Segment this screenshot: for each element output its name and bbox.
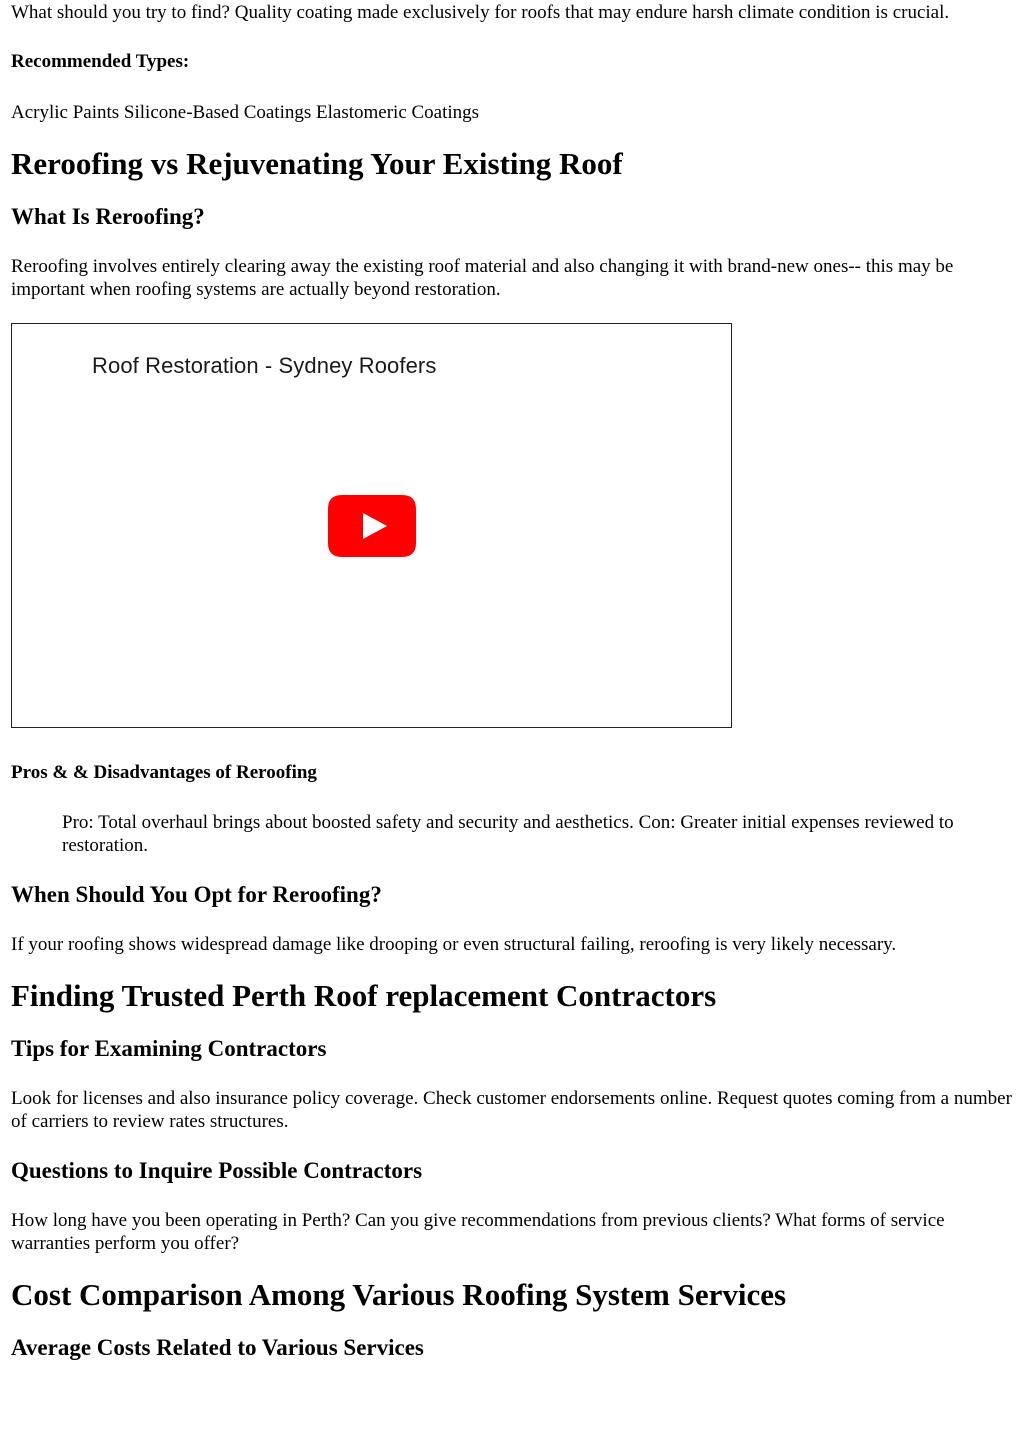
what-is-reroofing-paragraph: Reroofing involves entirely clearing away the existing roof material and also changing it with brand-new ones-- this may be important when roofing systems are actually beyond restoration. (11, 256, 954, 300)
video-embed[interactable] (11, 323, 732, 728)
contractors-section-heading: Finding Trusted Perth Roof replacement Contractors (11, 978, 717, 1013)
reroofing-section-heading: Reroofing vs Rejuvenating Your Existing Roof (11, 146, 623, 181)
article-content (11, 0, 1013, 1361)
recommended-types-list: Acrylic Paints Silicone-Based Coatings Elastomeric Coatings (11, 102, 480, 123)
questions-heading: Questions to Inquire Possible Contractors (11, 1158, 423, 1183)
video-play-button[interactable] (328, 495, 416, 557)
intro-paragraph: What should you try to find? Quality coating made exclusively for roofs that may endure harsh climate condition is crucial. (11, 2, 950, 23)
cost-section-heading: Cost Comparison Among Various Roofing System Services (11, 1277, 787, 1312)
when-reroofing-heading: When Should You Opt for Reroofing? (11, 882, 382, 907)
recommended-types-heading: Recommended Types: (11, 51, 190, 72)
youtube-play-icon (328, 495, 416, 557)
when-reroofing-paragraph: If your roofing shows widespread damage like drooping or even structural failing, reroofing is very likely necessary. (11, 934, 897, 955)
video-title[interactable]: Roof Restoration - Sydney Roofers (92, 353, 437, 378)
average-costs-heading: Average Costs Related to Various Services (11, 1335, 424, 1360)
tips-heading: Tips for Examining Contractors (11, 1036, 327, 1061)
what-is-reroofing-heading: What Is Reroofing? (11, 204, 205, 229)
questions-paragraph: How long have you been operating in Perth? Can you give recommendations from previous clients? What forms of service warranties perform you offer? (11, 1210, 945, 1254)
pros-cons-heading: Pros & & Disadvantages of Reroofing (11, 762, 317, 783)
pros-cons-paragraph: Pro: Total overhaul brings about boosted safety and security and aesthetics. Con: Greater initial expenses reviewed to restoration. (62, 812, 954, 856)
tips-paragraph: Look for licenses and also insurance policy coverage. Check customer endorsements online. Request quotes coming from a number of carriers to review rates structures. (11, 1088, 1012, 1132)
